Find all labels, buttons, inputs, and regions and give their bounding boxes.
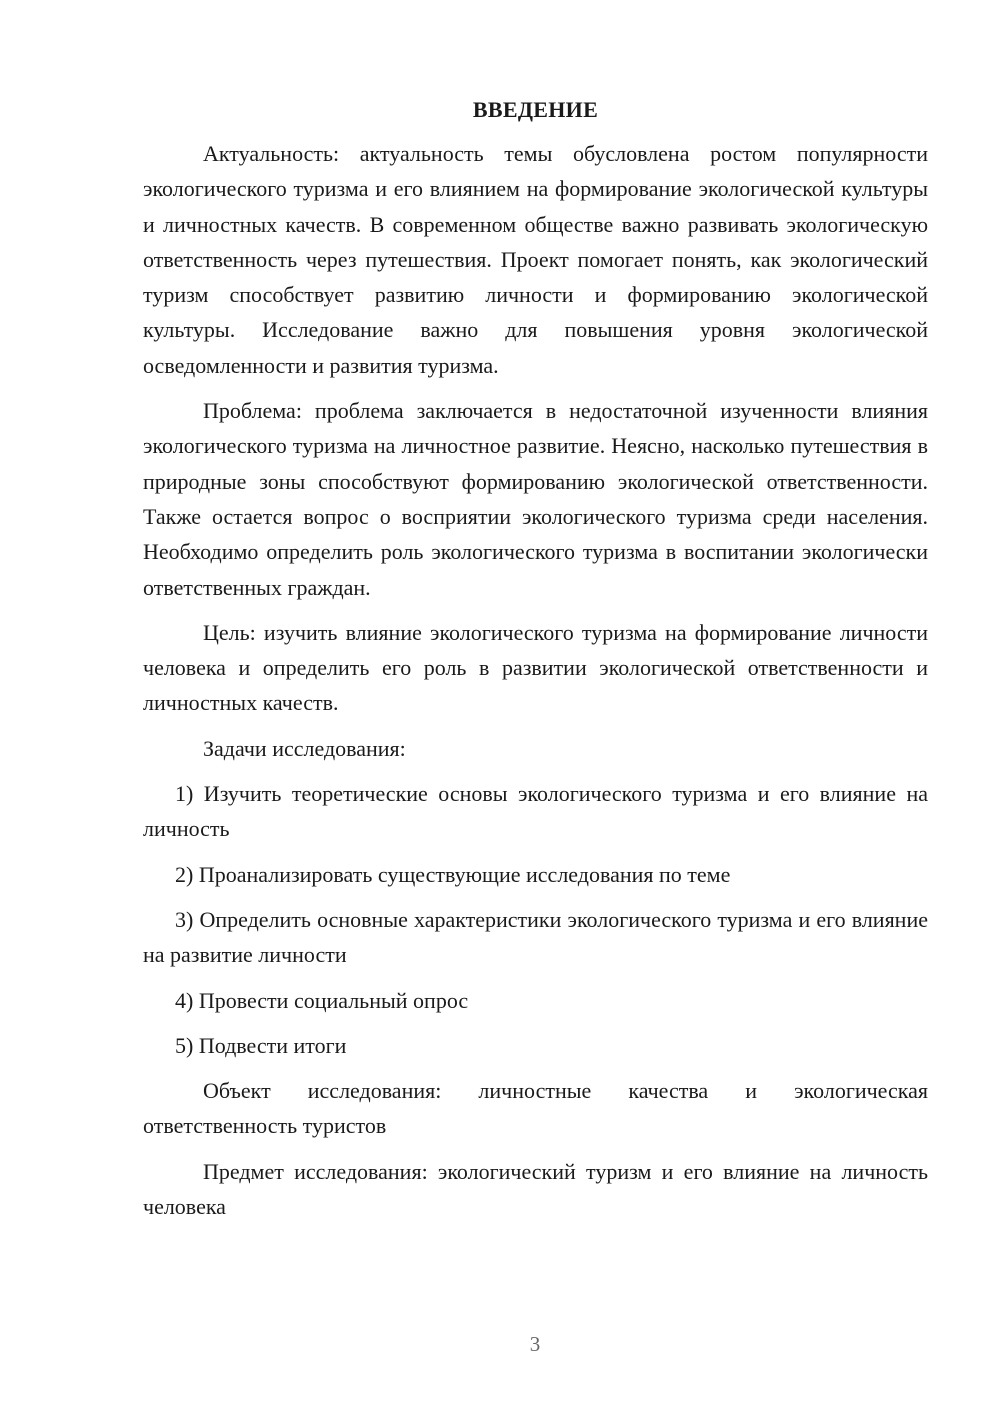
task-item-3: 3) Определить основные характеристики экологического туризма и его влияние на развитие личности (143, 906, 928, 968)
task-item-2: 2) Проанализировать существующие исследования по теме (175, 861, 731, 887)
document-page (143, 94, 928, 1224)
task-item-5: 5) Подвести итоги (175, 1032, 347, 1058)
problem-paragraph: Проблема: проблема заключается в недостаточной изученности влияния экологического туризма на личностное развитие. Неясно, насколько путешествия в природные зоны способствуют формированию экологической ответственности. Также остается вопрос о восприятии экологического туризма среди населения. Необходимо определить роль экологического туризма в воспитании экологически ответственных граждан. (143, 398, 928, 600)
task-item-1: 1) Изучить теоретические основы экологического туризма и его влияние на личность (143, 781, 928, 842)
page-number: 3 (529, 1332, 541, 1356)
page-title: ВВЕДЕНИЕ (472, 97, 599, 122)
task-item-4: 4) Провести социальный опрос (175, 987, 469, 1013)
relevance-paragraph: Актуальность: актуальность темы обусловлена ростом популярности экологического туризма и его влиянием на формирование экологической культуры и личностных качеств. В современном обществе важно развивать экологическую ответственность через путешествия. Проект помогает понять, как экологический туризм способствует развитию личности и формированию экологической культуры. Исследование важно для повышения уровня экологической осведомленности и развития туризма. (143, 141, 928, 378)
subject-paragraph: Предмет исследования: экологический туризм и его влияние на личность человека (143, 1158, 928, 1220)
goal-paragraph: Цель: изучить влияние экологического туризма на формирование личности человека и определить его роль в развитии экологической ответственности и личностных качеств. (143, 619, 928, 716)
object-paragraph: Объект исследования: личностные качества и экологическая ответственность туристов (143, 1078, 928, 1139)
tasks-heading: Задачи исследования: (203, 735, 406, 761)
